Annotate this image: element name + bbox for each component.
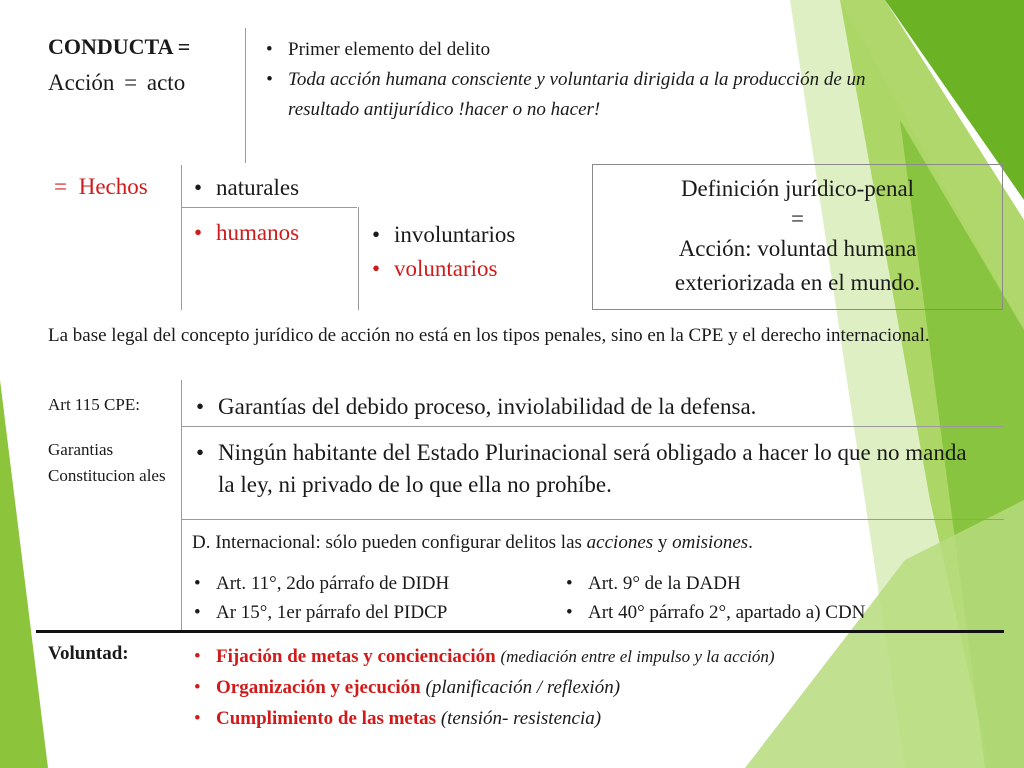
voluntad-item-1-bold: Fijación de metas y concienciación (216, 646, 496, 667)
internacional-omisiones: omisiones (672, 532, 749, 553)
conducta-bullet-1: • Primer elemento del delito (258, 35, 918, 65)
internacional-left-item-1: • Art. 11°, 2do párrafo de DIDH (186, 569, 449, 598)
conducta-bullet-2: • Toda acción humana consciente y voluntaria dirigida a la producción de un resultado antijurídico !hacer o no hacer! (258, 65, 918, 125)
voluntad-item-3-italic: (tensión- resistencia) (440, 708, 602, 729)
internacional-left-list (186, 569, 449, 627)
definicion-line-2: = (791, 206, 804, 231)
voluntad-separator (36, 630, 1004, 633)
hechos-humanos-list (186, 218, 299, 248)
internacional-line (192, 530, 753, 556)
internacional-right-item-2: • Art 40° párrafo 2°, apartado a) CDN (558, 598, 865, 627)
art115-bullet-1: • Garantías del debido proceso, inviolabilidad de la defensa. (188, 392, 756, 422)
internacional-right-list (558, 569, 865, 627)
base-legal-paragraph: La base legal del concepto jurídico de acción no está en los tipos penales, sino en la CPE y el derecho internacional. (48, 325, 930, 346)
voluntad-item-2-bold: Organización y ejecución (216, 677, 421, 698)
internacional-dot: . (748, 532, 753, 553)
voluntad-label: Voluntad: (48, 643, 129, 664)
hechos-voluntarios: • voluntarios (364, 252, 515, 286)
art115-bullets (188, 392, 756, 422)
voluntad-item-3-bold: Cumplimiento de las metas (216, 708, 437, 729)
definicion-line-1: Definición jurídico-penal (680, 176, 915, 201)
garantias-bullet-1: • Ningún habitante del Estado Plurinacional será obligado a hacer lo que no manda la ley, ni privado de lo que ella no prohíbe. (188, 437, 988, 501)
left-green-stripe (0, 380, 48, 768)
voluntad-item-1-italic: (mediación entre el impulso y la acción) (500, 647, 775, 666)
art-row-separator-2 (182, 519, 1004, 520)
internacional-right-item-1: • Art. 9° de la DADH (558, 569, 865, 598)
definicion-line-3: Acción: voluntad humana exteriorizada en el mundo. (674, 236, 921, 295)
conducta-subtitle: Acción = acto (48, 70, 186, 95)
hechos-types (186, 173, 299, 203)
hechos-humanos: • humanos (186, 218, 299, 248)
internacional-prefix: D. Internacional: sólo pueden configurar delitos las (192, 532, 582, 553)
definicion-box (592, 164, 1003, 310)
hechos-row-separator (182, 207, 357, 208)
voluntad-list (186, 641, 775, 734)
art-row-separator-1 (182, 426, 1004, 427)
hechos-divider-2 (358, 207, 359, 310)
hechos-involuntarios: • involuntarios (364, 218, 515, 252)
conducta-bullets (258, 35, 918, 125)
voluntad-item-2-italic: (planificación / reflexión) (425, 677, 621, 698)
humanos-subtypes (364, 218, 515, 286)
conducta-divider (245, 28, 246, 163)
art115-label: Art 115 CPE: (48, 395, 140, 414)
internacional-acciones: acciones (586, 532, 654, 553)
internacional-left-item-2: • Ar 15°, 1er párrafo del PIDCP (186, 598, 449, 627)
voluntad-item-2 (186, 672, 775, 703)
art-divider (181, 380, 182, 632)
hechos-naturales: • naturales (186, 173, 299, 203)
internacional-y: y (657, 532, 668, 553)
conducta-title: CONDUCTA = (48, 34, 191, 59)
garantias-label: Garantias Constitucion ales (48, 440, 166, 485)
hechos-label: = Hechos (54, 174, 148, 199)
garantias-bullets (188, 437, 988, 501)
voluntad-item-3 (186, 703, 775, 734)
hechos-divider-1 (181, 165, 182, 310)
voluntad-item-1 (186, 641, 775, 672)
